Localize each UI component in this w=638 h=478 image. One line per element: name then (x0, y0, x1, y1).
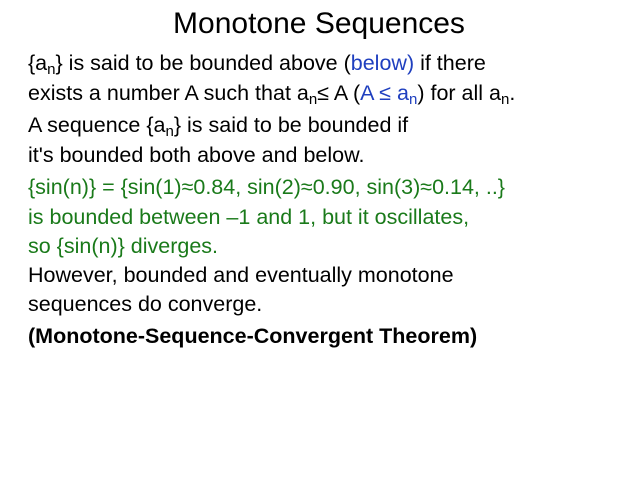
subscript-n: n (308, 91, 318, 108)
example-line-1: {sin(n)} = {sin(1)≈0.84, sin(2)≈0.90, sin(3)≈0.14, ..} (28, 175, 505, 199)
slide-title: Monotone Sequences (173, 7, 465, 40)
text-segment: if there (414, 51, 486, 75)
subscript-n: n (165, 123, 174, 140)
bounded-line-2: it's bounded both above and below. (28, 143, 365, 167)
lower-bound-condition: $A \le a_n$ (360, 81, 418, 108)
text-segment: A sequence {a (28, 113, 166, 137)
conclusion-line-1: However, bounded and eventually monotone (28, 263, 454, 287)
text-segment: } is said to be bounded above ( (55, 51, 351, 75)
below-text: below) (350, 51, 415, 75)
text-segment: } is said to be bounded if (173, 113, 409, 137)
subscript-n: n (47, 61, 56, 78)
theorem-name: (Monotone-Sequence-Convergent Theorem) (28, 324, 478, 348)
text-segment: {a (28, 51, 48, 75)
text-segment: ≤ A ( (317, 81, 361, 105)
example-line-3: so {sin(n)} diverges. (28, 234, 219, 258)
definition-line-1 (28, 50, 486, 76)
conclusion-line-2: sequences do converge. (28, 292, 263, 316)
bounded-line-1 (28, 112, 408, 138)
definition-line-2 (28, 80, 515, 106)
text-segment: exists a number A such that a (28, 81, 309, 105)
text-segment: ) (417, 81, 425, 105)
subscript-n: n (501, 91, 510, 108)
text-segment: for all a (424, 81, 501, 105)
example-line-2: is bounded between –1 and 1, but it oscillates, (28, 205, 470, 229)
text-segment: . (509, 81, 516, 105)
